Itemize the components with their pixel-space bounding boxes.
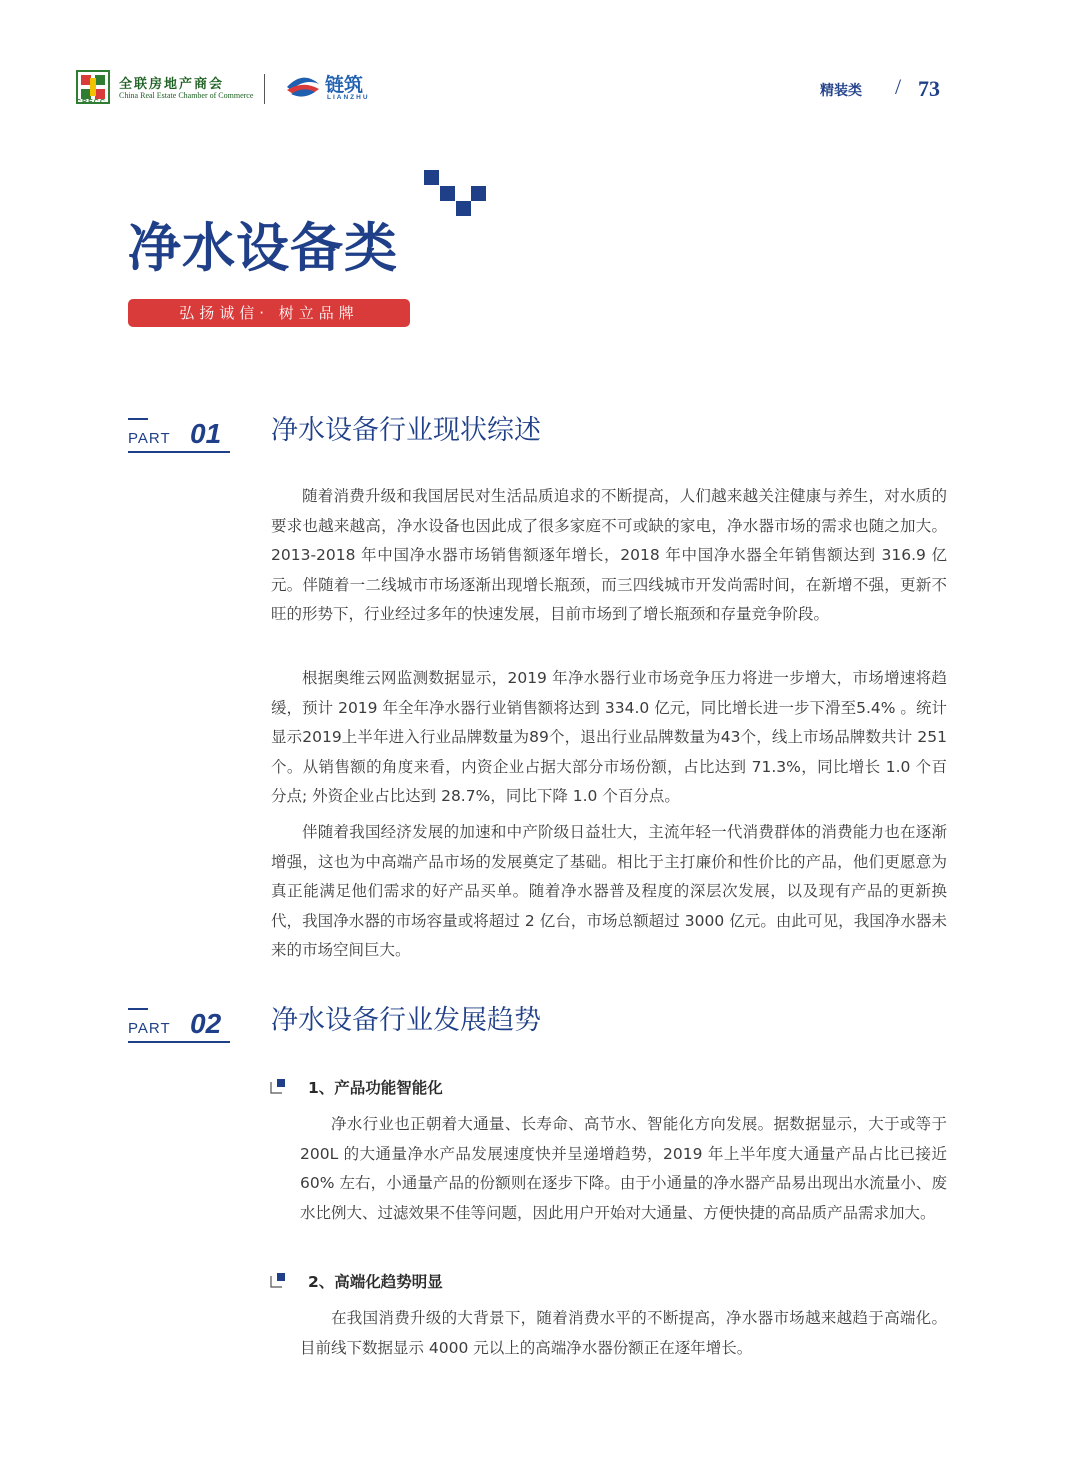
part-01-label <box>128 418 232 458</box>
org-name-en: China Real Estate Chamber of Commerce <box>119 91 254 100</box>
header-divider <box>264 74 265 104</box>
part-word: PART <box>128 430 171 447</box>
subsection-heading-text: 2、高端化趋势明显 <box>308 1273 443 1291</box>
section-01-paragraph-3: 伴随着我国经济发展的加速和中产阶级日益壮大，主流年轻一代消费群体的消费能力也在逐渐增强，这也为中高端产品市场的发展奠定了基础。相比于主打廉价和性价比的产品，他们更愿意为真正能满足他们需求的好产品买单。随着净水器普及程度的深层次发展，以及现有产品的更新换代，我国净水器的市场容量或将超过 2 亿台，市场总额超过 3000 亿元。由此可见，我国净水器未来的市场空间巨大。 <box>271 823 947 959</box>
part-number: 01 <box>190 418 222 449</box>
org-name-cn: 全联房地产商会 <box>119 77 225 92</box>
bullet-square-icon <box>270 1078 286 1094</box>
part-bar <box>128 418 148 420</box>
section-title-02: 净水设备行业发展趋势 <box>271 1005 541 1036</box>
part-number: 02 <box>190 1008 222 1039</box>
page-number: 73 <box>918 76 940 101</box>
part-word: PART <box>128 1020 171 1037</box>
pixel-decoration-icon <box>424 170 488 216</box>
bullet-square-icon <box>270 1272 286 1288</box>
page-category: 精装类 <box>820 83 862 99</box>
subsection-1-paragraph: 净水行业也正朝着大通量、长寿命、高节水、智能化方向发展。据数据显示，大于或等于 200L 的大通量净水产品发展速度快并呈递增趋势，2019 年上半年度大通量产品占比已接近 60% 左右，小通量产品的份额则在逐步下降。由于小通量的净水器产品易出现出水流量小、废水比例大、过滤效果不佳等问题，因此用户开始对大通量、方便快捷的高品质产品需求加大。 <box>300 1115 947 1222</box>
part-underline <box>128 1041 230 1043</box>
partner-name: 链筑 <box>325 74 364 96</box>
section-01-paragraph-2: 根据奥维云网监测数据显示，2019 年净水器行业市场竞争压力将进一步增大，市场增速将趋缓，预计 2019 年全年净水器行业销售额将达到 334.0 亿元，同比增长进一步下滑至5.4% 。统计显示2019上半年进入行业品牌数量为89个，退出行业品牌数量为43个，线上市场品牌数共计 251 个。从销售额的角度来看，内资企业占据大部分市场份额，占比达到 71.3%，同比增长 1.0 个百分点; 外资企业占比达到 28.7%，同比下降 1.0 个百分点。 <box>271 669 947 805</box>
section-01-paragraph-1: 随着消费升级和我国居民对生活品质追求的不断提高，人们越来越关注健康与养生，对水质的要求也越来越高，净水设备也因此成了很多家庭不可或缺的家电，净水器市场的需求也随之加大。2013-2018 年中国净水器市场销售额逐年增长，2018 年中国净水器全年销售额达到 316.9 亿元。伴随着一二线城市市场逐渐出现增长瓶颈，而三四线城市开发尚需时间，在新增不强，更新不旺的形势下，行业经过多年的快速发展，目前市场到了增长瓶颈和存量竞争阶段。 <box>271 487 947 623</box>
page-title: 净水设备类 <box>128 218 398 279</box>
section-title-01: 净水设备行业现状综述 <box>271 415 541 446</box>
part-bar <box>128 1008 148 1010</box>
page-separator: / <box>895 74 902 99</box>
subsection-heading-text: 1、产品功能智能化 <box>308 1079 443 1097</box>
lianzhu-logo-icon <box>285 72 321 102</box>
subsection-2-paragraph: 在我国消费升级的大背景下，随着消费水平的不断提高，净水器市场越来越趋于高端化。目前线下数据显示 4000 元以上的高端净水器份额正在逐年增长。 <box>300 1309 947 1357</box>
partner-pinyin: LIANZHU <box>327 94 370 101</box>
part-underline <box>128 451 230 453</box>
part-02-label <box>128 1008 232 1048</box>
slogan-banner: 弘扬诚信· 树立品牌 <box>128 299 410 327</box>
org-abbreviation: CRECC <box>76 99 106 106</box>
